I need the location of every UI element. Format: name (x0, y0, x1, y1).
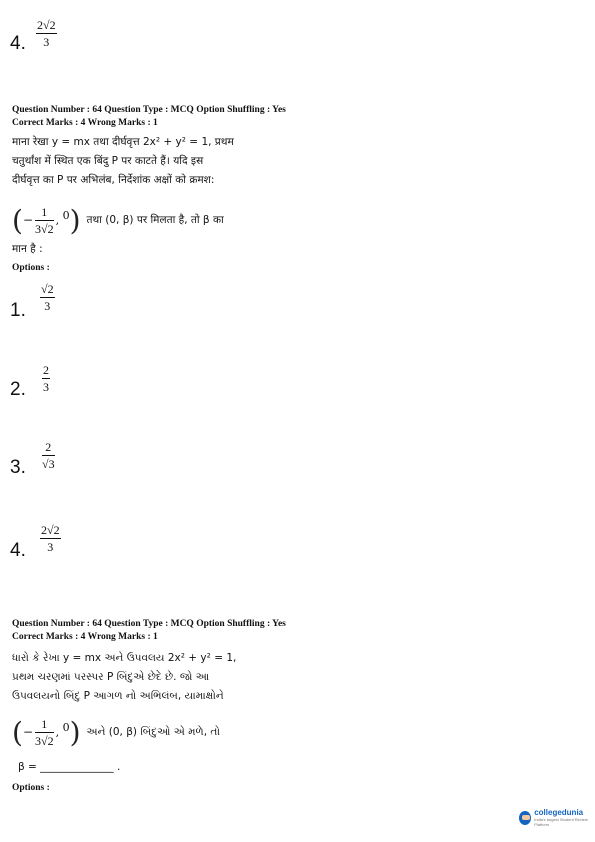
fraction-bar (36, 33, 57, 34)
point-fraction (35, 717, 54, 748)
fraction-denominator: 3√2 (35, 221, 54, 236)
minus-sign: − (22, 213, 33, 227)
point-fraction (35, 205, 54, 236)
top-option-number: 4. (10, 33, 26, 54)
question-line: तथा (0, β) पर मिलता है, तो β का (86, 213, 224, 226)
right-paren: ) (69, 715, 81, 749)
logo-mascot-icon (519, 811, 531, 825)
fraction-numerator: 2 (43, 363, 49, 377)
question-marks: Correct Marks : 4 Wrong Marks : 1 (12, 118, 158, 128)
fraction-denominator: 3 (47, 540, 54, 554)
options-label: Options : (12, 263, 50, 273)
question-marks: Correct Marks : 4 Wrong Marks : 1 (12, 632, 158, 642)
point-y: 0 (62, 208, 70, 222)
question-meta: Question Number : 64 Question Type : MCQ Option Shuffling : Yes (12, 619, 286, 629)
logo-name: collegedunia (534, 808, 584, 817)
fraction-bar (42, 455, 55, 456)
option-fraction (42, 363, 50, 394)
right-paren: ) (69, 203, 81, 237)
left-paren: ( (12, 715, 23, 749)
question-header (12, 618, 286, 644)
question-line: ઉપવલયનો બિંદુ P આગળ નો અભિલંબ, યામાક્ષોને (12, 690, 224, 702)
question-line: ધારો કે રેખા y = mx અને ઉપવલય 2x² + y² = 1, (12, 652, 237, 664)
fraction-denominator: 3 (43, 35, 50, 49)
fraction-bar (35, 220, 54, 221)
question-meta: Question Number : 64 Question Type : MCQ Option Shuffling : Yes (12, 105, 286, 115)
fraction-bar (35, 732, 54, 733)
fraction-numerator: 1 (41, 204, 48, 219)
fraction-numerator: 1 (41, 716, 48, 731)
point-expression: ( − $\frac{1}{3√2}$ , 0 ) तथा (0, β) पर मिलता है, तो β का (12, 203, 224, 237)
option-fraction (40, 523, 61, 554)
fraction-bar (40, 538, 61, 539)
option-number: 3. (10, 457, 26, 478)
question-line: मान है : (12, 243, 43, 255)
option-number: 2. (10, 379, 26, 400)
fraction-denominator: 3 (43, 380, 49, 394)
option-fraction (42, 440, 55, 471)
fraction-numerator: 2 (45, 440, 52, 454)
fraction-bar (42, 378, 50, 379)
top-option-fraction (36, 18, 57, 49)
fraction-denominator: 3 (44, 299, 51, 313)
fraction-denominator: 3√2 (35, 733, 54, 748)
question-text-gujarati (12, 649, 302, 706)
point-expression: ( − $\frac{1}{3√2}$ , 0 ) અને (0, β) બિંદુઓ એ મળે, તો (12, 715, 221, 749)
option-number: 1. (10, 300, 26, 321)
fraction-denominator: √3 (42, 457, 55, 471)
logo-tagline: India's largest Student Review Platform (534, 817, 588, 827)
collegedunia-logo (519, 808, 595, 827)
question-line: અને (0, β) બિંદુઓ એ મળે, તો (86, 725, 221, 738)
fraction-numerator: √2 (41, 282, 54, 296)
question-line: चतुर्थांश में स्थित एक बिंदु P पर काटते हैं। यदि इस (12, 155, 204, 167)
question-text-hindi (12, 133, 282, 190)
question-line: दीर्घवृत्त का P पर अभिलंब, निर्देशांक अक्षों को क्रमश: (12, 174, 215, 186)
minus-sign: − (22, 725, 33, 739)
point-y: 0 (62, 720, 70, 734)
question-line: પ્રથમ ચરણમાં પરસ્પર P બિંદુએ છેદે છે. જો આ (12, 671, 210, 683)
option-number: 4. (10, 540, 26, 561)
question-line: माना रेखा y = mx तथा दीर्घवृत्त 2x² + y² = 1, प्रथम (12, 136, 234, 148)
answer-blank: β = ______________ . (18, 761, 121, 773)
fraction-bar (40, 297, 55, 298)
option-fraction (40, 282, 55, 313)
fraction-numerator: 2√2 (37, 18, 56, 32)
fraction-numerator: 2√2 (41, 523, 60, 537)
question-header (12, 104, 286, 130)
left-paren: ( (12, 203, 23, 237)
options-label: Options : (12, 783, 50, 793)
